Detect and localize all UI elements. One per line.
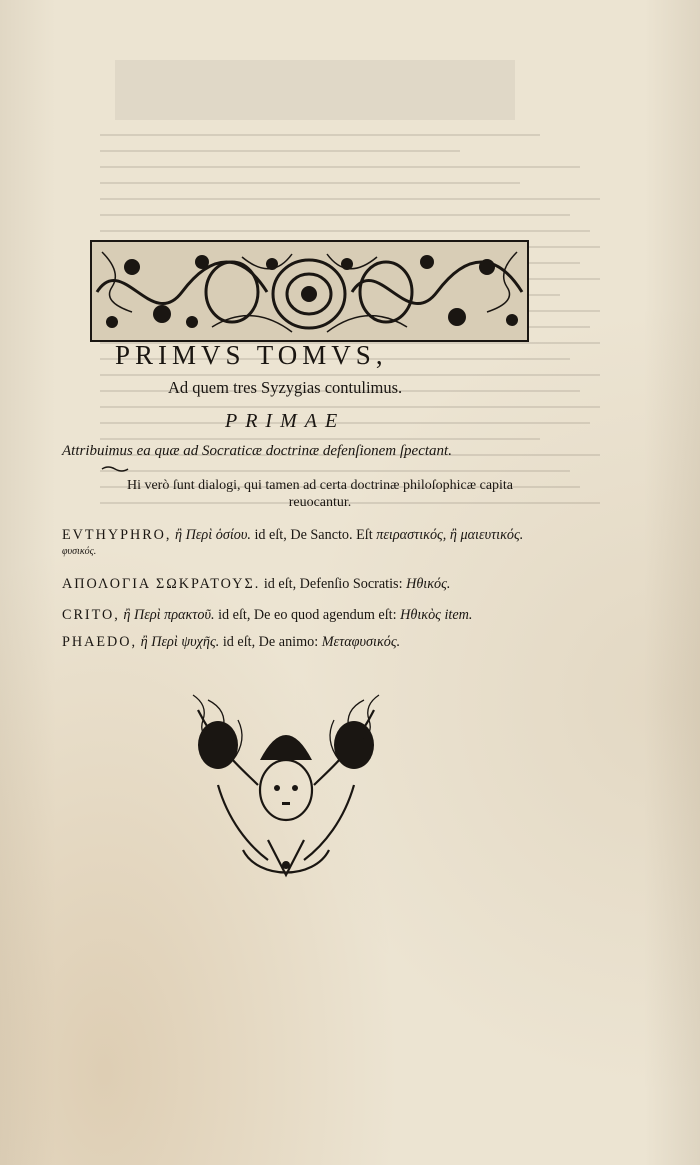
page-subtitle: Ad quem tres Syzygias contulimus. — [168, 378, 403, 397]
entry-latin-title: id eſt, De animo: — [222, 634, 319, 650]
entry-latin-title: id eſt, De Sancto. — [254, 527, 353, 543]
woodcut-tailpiece — [188, 690, 384, 882]
entry-crito — [62, 607, 552, 624]
entry-euthyphro — [62, 527, 552, 544]
woodcut-headpiece — [90, 240, 529, 342]
entry-euthyphro-continuation: φυσικός. — [62, 546, 97, 557]
entry-name: ΑΠΟΛΟΓΙΑ ΣΩΚΡΑΤΟΥΣ. — [62, 576, 261, 592]
entry-greek-title: ἢ Περὶ πρακτοῦ. — [123, 607, 215, 623]
entry-name: CRITO, — [62, 607, 120, 623]
entry-category: Ηθικός. — [406, 576, 451, 592]
entry-category: Ηθικὸς item. — [400, 607, 473, 623]
page-title: PRIMVS TOMVS, — [115, 340, 388, 370]
entry-latin-title: id eſt, De eo quod agendum eſt: — [218, 607, 397, 623]
entry-phaedo — [62, 634, 552, 651]
attribution-line: Attribuimus ea quæ ad Socraticæ doctrinæ defenſionem ſpectant. — [62, 443, 452, 459]
intro-paragraph: Hi verò ſunt dialogi, qui tamen ad certa doctrinæ philoſophicæ capita reuocantur. — [126, 478, 514, 510]
entry-category: Μεταφυσικός. — [321, 634, 401, 650]
entry-latin-title: id eſt, Defenſio Socratis: — [263, 576, 403, 592]
section-heading: PRIMAE — [225, 410, 346, 432]
entry-category: πειραστικός, ἢ μαιευτικός. — [376, 527, 524, 543]
entry-apologia — [62, 576, 552, 593]
flourish-icon — [101, 465, 129, 473]
entry-greek-title: ἢ Περὶ ψυχῆς. — [140, 634, 220, 650]
entry-est: Eſt — [356, 527, 373, 543]
entry-name: EVTHYPHRO, — [62, 527, 172, 543]
entry-greek-title: ἢ Περὶ ὁσίου. — [175, 527, 251, 543]
entry-name: PHAEDO, — [62, 634, 138, 650]
bleed-through-ornament — [115, 60, 515, 120]
